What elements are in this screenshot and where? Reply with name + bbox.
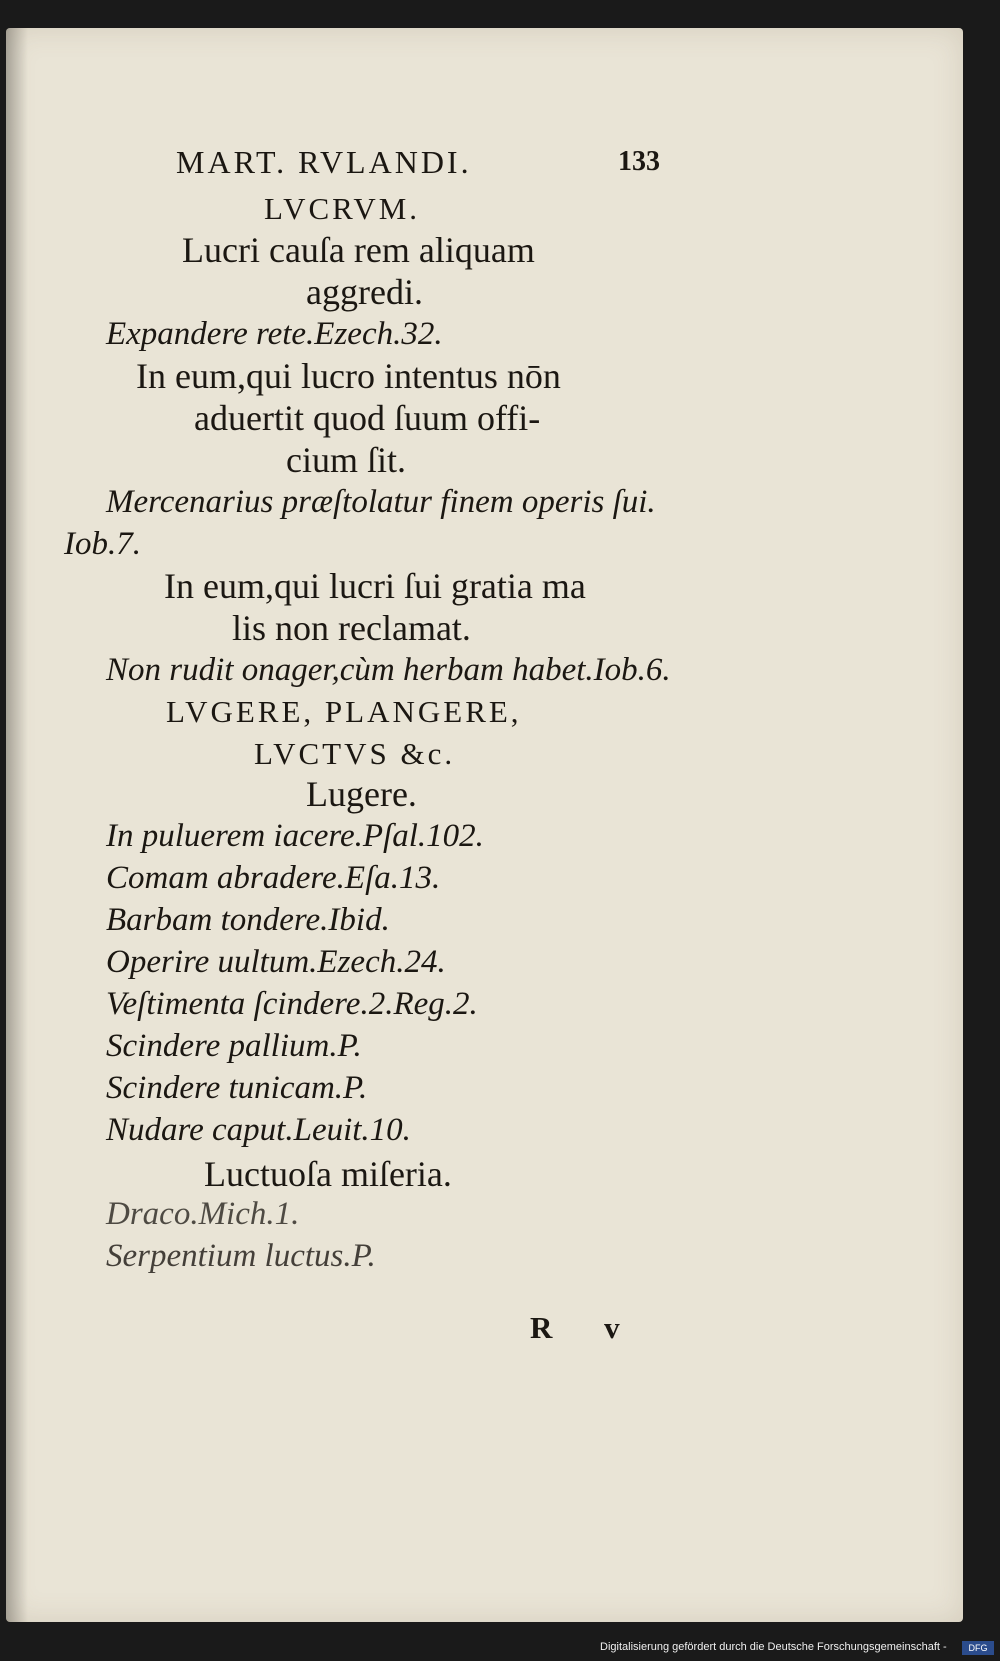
dfg-logo: DFG (962, 1641, 994, 1655)
book-page (6, 28, 963, 1622)
digitization-credit: Digitalisierung gefördert durch die Deutsche Forschungsgemeinschaft - (600, 1641, 947, 1653)
text-line: aduertit quod ſuum offi- (194, 398, 541, 438)
text-line: Scindere pallium.P. (106, 1028, 362, 1064)
text-line: In puluerem iacere.Pſal.102. (106, 818, 484, 854)
text-line: Serpentium luctus.P. (106, 1238, 376, 1274)
subheading-luctuosa: Luctuoſa miſeria. (204, 1154, 452, 1194)
text-line: lis non reclamat. (232, 608, 471, 648)
text-line: aggredi. (306, 272, 423, 312)
text-line: Nudare caput.Leuit.10. (106, 1112, 411, 1148)
text-line: Lucri cauſa rem aliquam (182, 230, 535, 270)
page-spine-shadow (6, 28, 28, 1622)
text-line: Scindere tunicam.P. (106, 1070, 368, 1106)
text-line: In eum,qui lucro intentus nōn (136, 356, 561, 396)
text-line: Non rudit onager,cùm herbam habet.Iob.6. (106, 652, 671, 688)
text-line: Mercenarius præſtolatur finem operis ſui. (106, 484, 656, 520)
text-line: Barbam tondere.Ibid. (106, 902, 390, 938)
text-line: Iob.7. (64, 526, 141, 562)
page-number: 133 (618, 146, 660, 177)
running-title: MART. RVLANDI. (176, 144, 472, 180)
text-line: Veſtimenta ſcindere.2.Reg.2. (106, 986, 478, 1022)
text-line: Draco.Mich.1. (106, 1196, 300, 1232)
text-line: cium ſit. (286, 440, 406, 480)
subheading-lugere: Lugere. (306, 774, 417, 814)
text-line: In eum,qui lucri ſui gratia ma (164, 566, 586, 606)
text-line: Operire uultum.Ezech.24. (106, 944, 446, 980)
section-heading-lucrum: LVCRVM. (264, 191, 421, 226)
signature-mark: R v (530, 1310, 642, 1345)
text-line: Comam abradere.Eſa.13. (106, 860, 441, 896)
section-heading-luctus: LVCTVS &c. (254, 736, 456, 771)
text-line: Expandere rete.Ezech.32. (106, 316, 443, 352)
section-heading-lugere: LVGERE, PLANGERE, (166, 694, 522, 729)
